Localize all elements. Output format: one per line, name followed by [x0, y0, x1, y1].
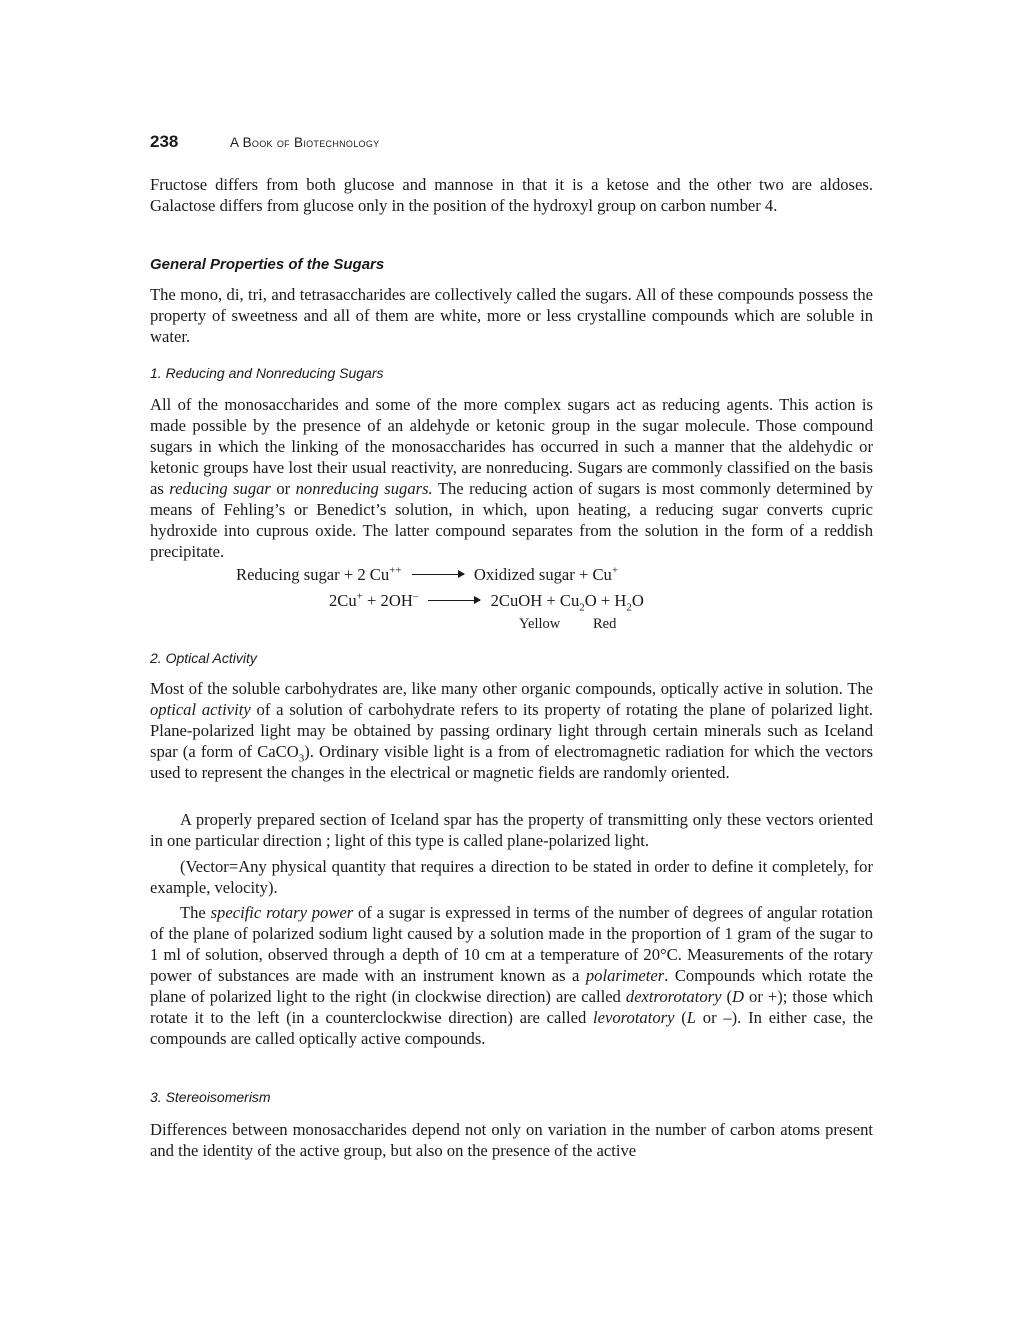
optical-paragraph-4: The specific rotary power of a sugar is expressed in terms of the number of degrees of angular rotation of the plane of polarized sodium light caused by a solution made in the proportion of 1 gram of the sugar to 1 ml of solution, observed through a depth of 10 cm at a temperature of 20°C. Measurements of the rotary power of substances are made with an instrument known as a polarimeter. Compounds which rotate the plane of polarized light to the right (in clockwise direction) are called dextrorotatory (D or +); those which rotate it to the left (in a counterclockwise direction) are called levorotatory (L or –). In either case, the compounds are called optically active compounds. [150, 903, 873, 1048]
page-number: 238 [150, 132, 179, 151]
label-red: Red [593, 616, 617, 632]
section-heading-general: General Properties of the Sugars [150, 256, 385, 273]
stereo-paragraph: Differences between monosaccharides depend not only on variation in the number of carbon atoms present and the identity of the active group, but also on the presence of the active [150, 1120, 873, 1160]
running-head: A Book of Biotechnology [230, 135, 380, 150]
general-paragraph: The mono, di, tri, and tetrasaccharides are collectively called the sugars. All of these compounds possess the property of sweetness and all of them are white, more or less crystalline compounds which are soluble in water. [150, 285, 873, 346]
reducing-paragraph: All of the monosaccharides and some of the more complex sugars act as reducing agents. This action is made possible by the presence of an aldehyde or ketonic group in the sugar molecule. Those compound sugars in which the linking of the monosaccharides has occurred in such a manner that the aldehydic or ketonic groups have lost their usual reactivity, are nonreducing. Sugars are commonly classified on the basis as reducing sugar or nonreducing sugars. The reducing action of sugars is most commonly determined by means of Fehling’s or Benedict’s solution, in which, upon heating, a reducing sugar converts cupric hydroxide into cuprous oxide. The latter compound separates from the solution in the form of a reddish precipitate. [150, 395, 873, 561]
optical-paragraph-3: (Vector=Any physical quantity that requires a direction to be stated in order to define it completely, for example, velocity). [150, 857, 873, 897]
page-header [150, 132, 873, 156]
equation-1: Reducing sugar + 2 Cu++ Oxidized sugar + Cu+ [236, 564, 619, 584]
optical-paragraph-2: A properly prepared section of Iceland spar has the property of transmitting only these vectors oriented in one particular direction ; light of this type is called plane-polarized light. [150, 810, 873, 850]
subheading-stereo: 3. Stereoisomerism [150, 1089, 271, 1105]
equation-2: 2Cu+ + 2OH– 2CuOH + $Cu_2O + H_2O$ [329, 590, 644, 614]
reaction-arrow [428, 600, 480, 601]
reaction-arrow [412, 574, 464, 575]
label-yellow: Yellow [519, 616, 561, 632]
optical-paragraph-1: Most of the soluble carbohydrates are, like many other organic compounds, optically active in solution. The optical activity of a solution of carbohydrate refers to its property of rotating the plane of polarized light. Plane-polarized light may be obtained by passing ordinary light through certain minerals such as Iceland spar (a form of CaCO$_3$). Ordinary visible light is a from of electromagnetic radiation for which the vectors used to represent the changes in the electrical or magnetic fields are randomly oriented. [150, 679, 873, 782]
subheading-reducing: 1. Reducing and Nonreducing Sugars [150, 365, 384, 381]
subheading-optical: 2. Optical Activity [150, 650, 257, 666]
intro-paragraph: Fructose differs from both glucose and mannose in that it is a ketose and the other two are aldoses. Galactose differs from glucose only in the position of the hydroxyl group on carbon number 4. [150, 175, 873, 215]
